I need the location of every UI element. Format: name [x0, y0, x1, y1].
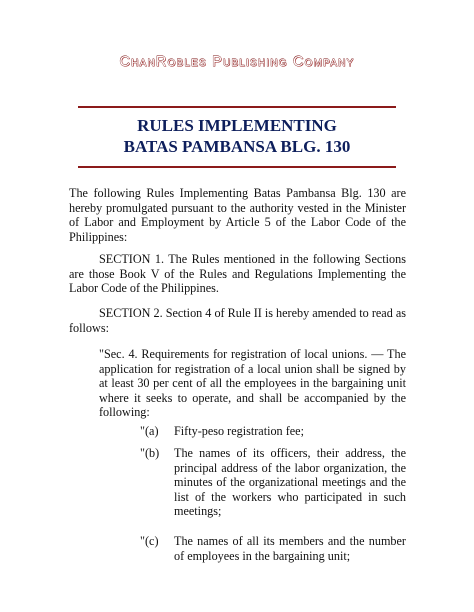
requirement-item-c	[140, 534, 406, 563]
bottom-divider-rule	[78, 166, 396, 168]
top-divider-rule	[78, 106, 396, 108]
requirement-item-a	[140, 424, 406, 439]
requirement-item-b	[140, 446, 406, 519]
item-marker: "(a)	[140, 424, 159, 438]
section-2-paragraph: SECTION 2. Section 4 of Rule II is hereby amended to read as follows:	[69, 306, 406, 335]
intro-paragraph: The following Rules Implementing Batas Pambansa Blg. 130 are hereby promulgated pursuant to the authority vested in the Minister of Labor and Employment by Article 5 of the Labor Code of the Philippines:	[69, 186, 406, 244]
section-1-paragraph: SECTION 1. The Rules mentioned in the following Sections are those Book V of the Rules and Regulations Implementing the Labor Code of the Philippines.	[69, 252, 406, 296]
item-marker: "(c)	[140, 534, 159, 548]
document-title-line-2: BATAS PAMBANSA BLG. 130	[123, 137, 351, 156]
item-text: The names of all its members and the number of employees in the bargaining unit;	[174, 534, 406, 563]
item-text: Fifty-peso registration fee;	[174, 424, 304, 438]
publisher-header: ChanRobles Publishing Company	[119, 54, 355, 70]
quoted-section-4-paragraph: "Sec. 4. Requirements for registration of local unions. — The application for registration of a local union shall be signed by at least 30 per cent of all the employees in the bargaining unit where it seeks to operate, and shall be accompanied by the following:	[99, 347, 406, 420]
document-title-line-1: RULES IMPLEMENTING	[137, 116, 337, 135]
item-text: The names of its officers, their address, the principal address of the labor organization, the minutes of the organizational meetings and the list of the workers who participated in such meetings;	[174, 446, 406, 519]
item-marker: "(b)	[140, 446, 160, 460]
